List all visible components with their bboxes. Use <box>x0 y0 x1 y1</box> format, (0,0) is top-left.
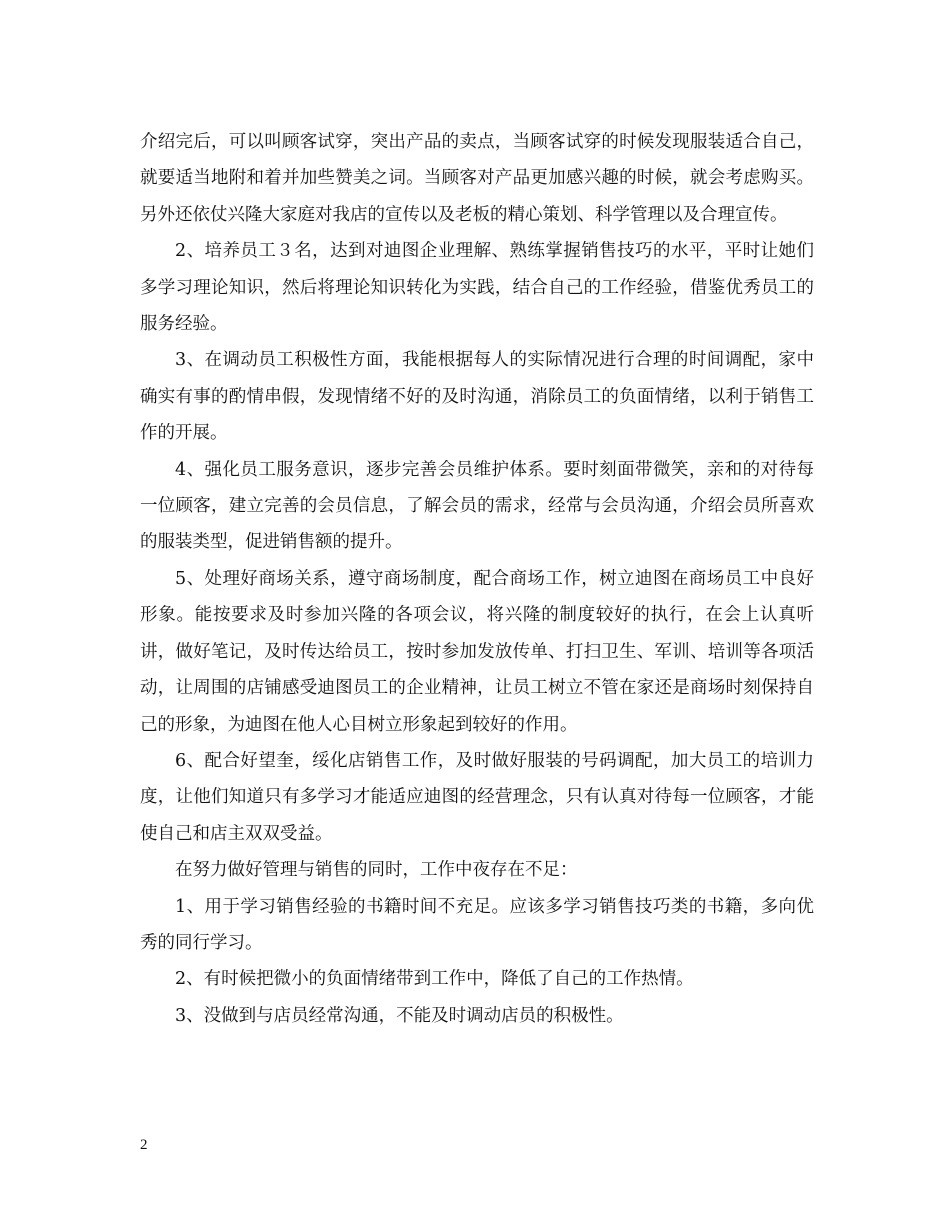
paragraph-shortcoming-1: 1、用于学习销售经验的书籍时间不充足。应该多学习销售技巧类的书籍，多向优秀的同行学习。 <box>140 896 814 953</box>
paragraph-item-6-coordination: 6、配合好望奎，绥化店销售工作，及时做好服装的号码调配，加大员工的培训力度，让他们知道只有多学习才能适应迪图的经营理念，只有认真对待每一位顾客，才能使自己和店主双双受益。 <box>140 750 814 844</box>
paragraph-item-4-service: 4、强化员工服务意识，逐步完善会员维护体系。要时刻面带微笑，亲和的对待每一位顾客，建立完善的会员信息，了解会员的需求，经常与会员沟通，介绍会员所喜欢的服装类型，促进销售额的提升。 <box>140 459 814 553</box>
paragraph-shortcoming-3: 3、没做到与店员经常沟通，不能及时调动店员的积极性。 <box>175 1005 624 1026</box>
paragraph-shortcoming-2: 2、有时候把微小的负面情绪带到工作中，降低了自己的工作热情。 <box>175 969 694 990</box>
paragraph-shortcomings-intro: 在努力做好管理与销售的同时，工作中夜存在不足： <box>175 860 578 881</box>
paragraph-item-5-mall-relations: 5、处理好商场关系，遵守商场制度，配合商场工作，树立迪图在商场员工中良好形象。能按要求及时参加兴隆的各项会议，将兴隆的制度较好的执行，在会上认真听讲，做好笔记，及时传达给员工，按时参加发放传单、打扫卫生、军训、培训等各项活动，让周围的店铺感受迪图员工的企业精神，让员工树立不管在家还是商场时刻保持自己的形象，为迪图在他人心目树立形象起到较好的作用。 <box>140 568 814 735</box>
paragraph-intro-continued: 介绍完后，可以叫顾客试穿，突出产品的卖点，当顾客试穿的时候发现服装适合自己，就要适当地附和着并加些赞美之词。当顾客对产品更加感兴趣的时候，就会考虑购买。另外还依仗兴隆大家庭对我店的宣传以及老板的精心策划、科学管理以及合理宣传。 <box>140 132 814 225</box>
document-body <box>140 124 814 1034</box>
paragraph-item-2-training: 2、培养员工３名，达到对迪图企业理解、熟练掌握销售技巧的水平，平时让她们多学习理论知识，然后将理论知识转化为实践，结合自己的工作经验，借鉴优秀员工的服务经验。 <box>140 241 814 335</box>
page-number: 2 <box>140 1137 148 1153</box>
paragraph-item-3-motivation: 3、在调动员工积极性方面，我能根据每人的实际情况进行合理的时间调配，家中确实有事的酌情串假，发现情绪不好的及时沟通，消除员工的负面情绪，以利于销售工作的开展。 <box>140 350 814 444</box>
